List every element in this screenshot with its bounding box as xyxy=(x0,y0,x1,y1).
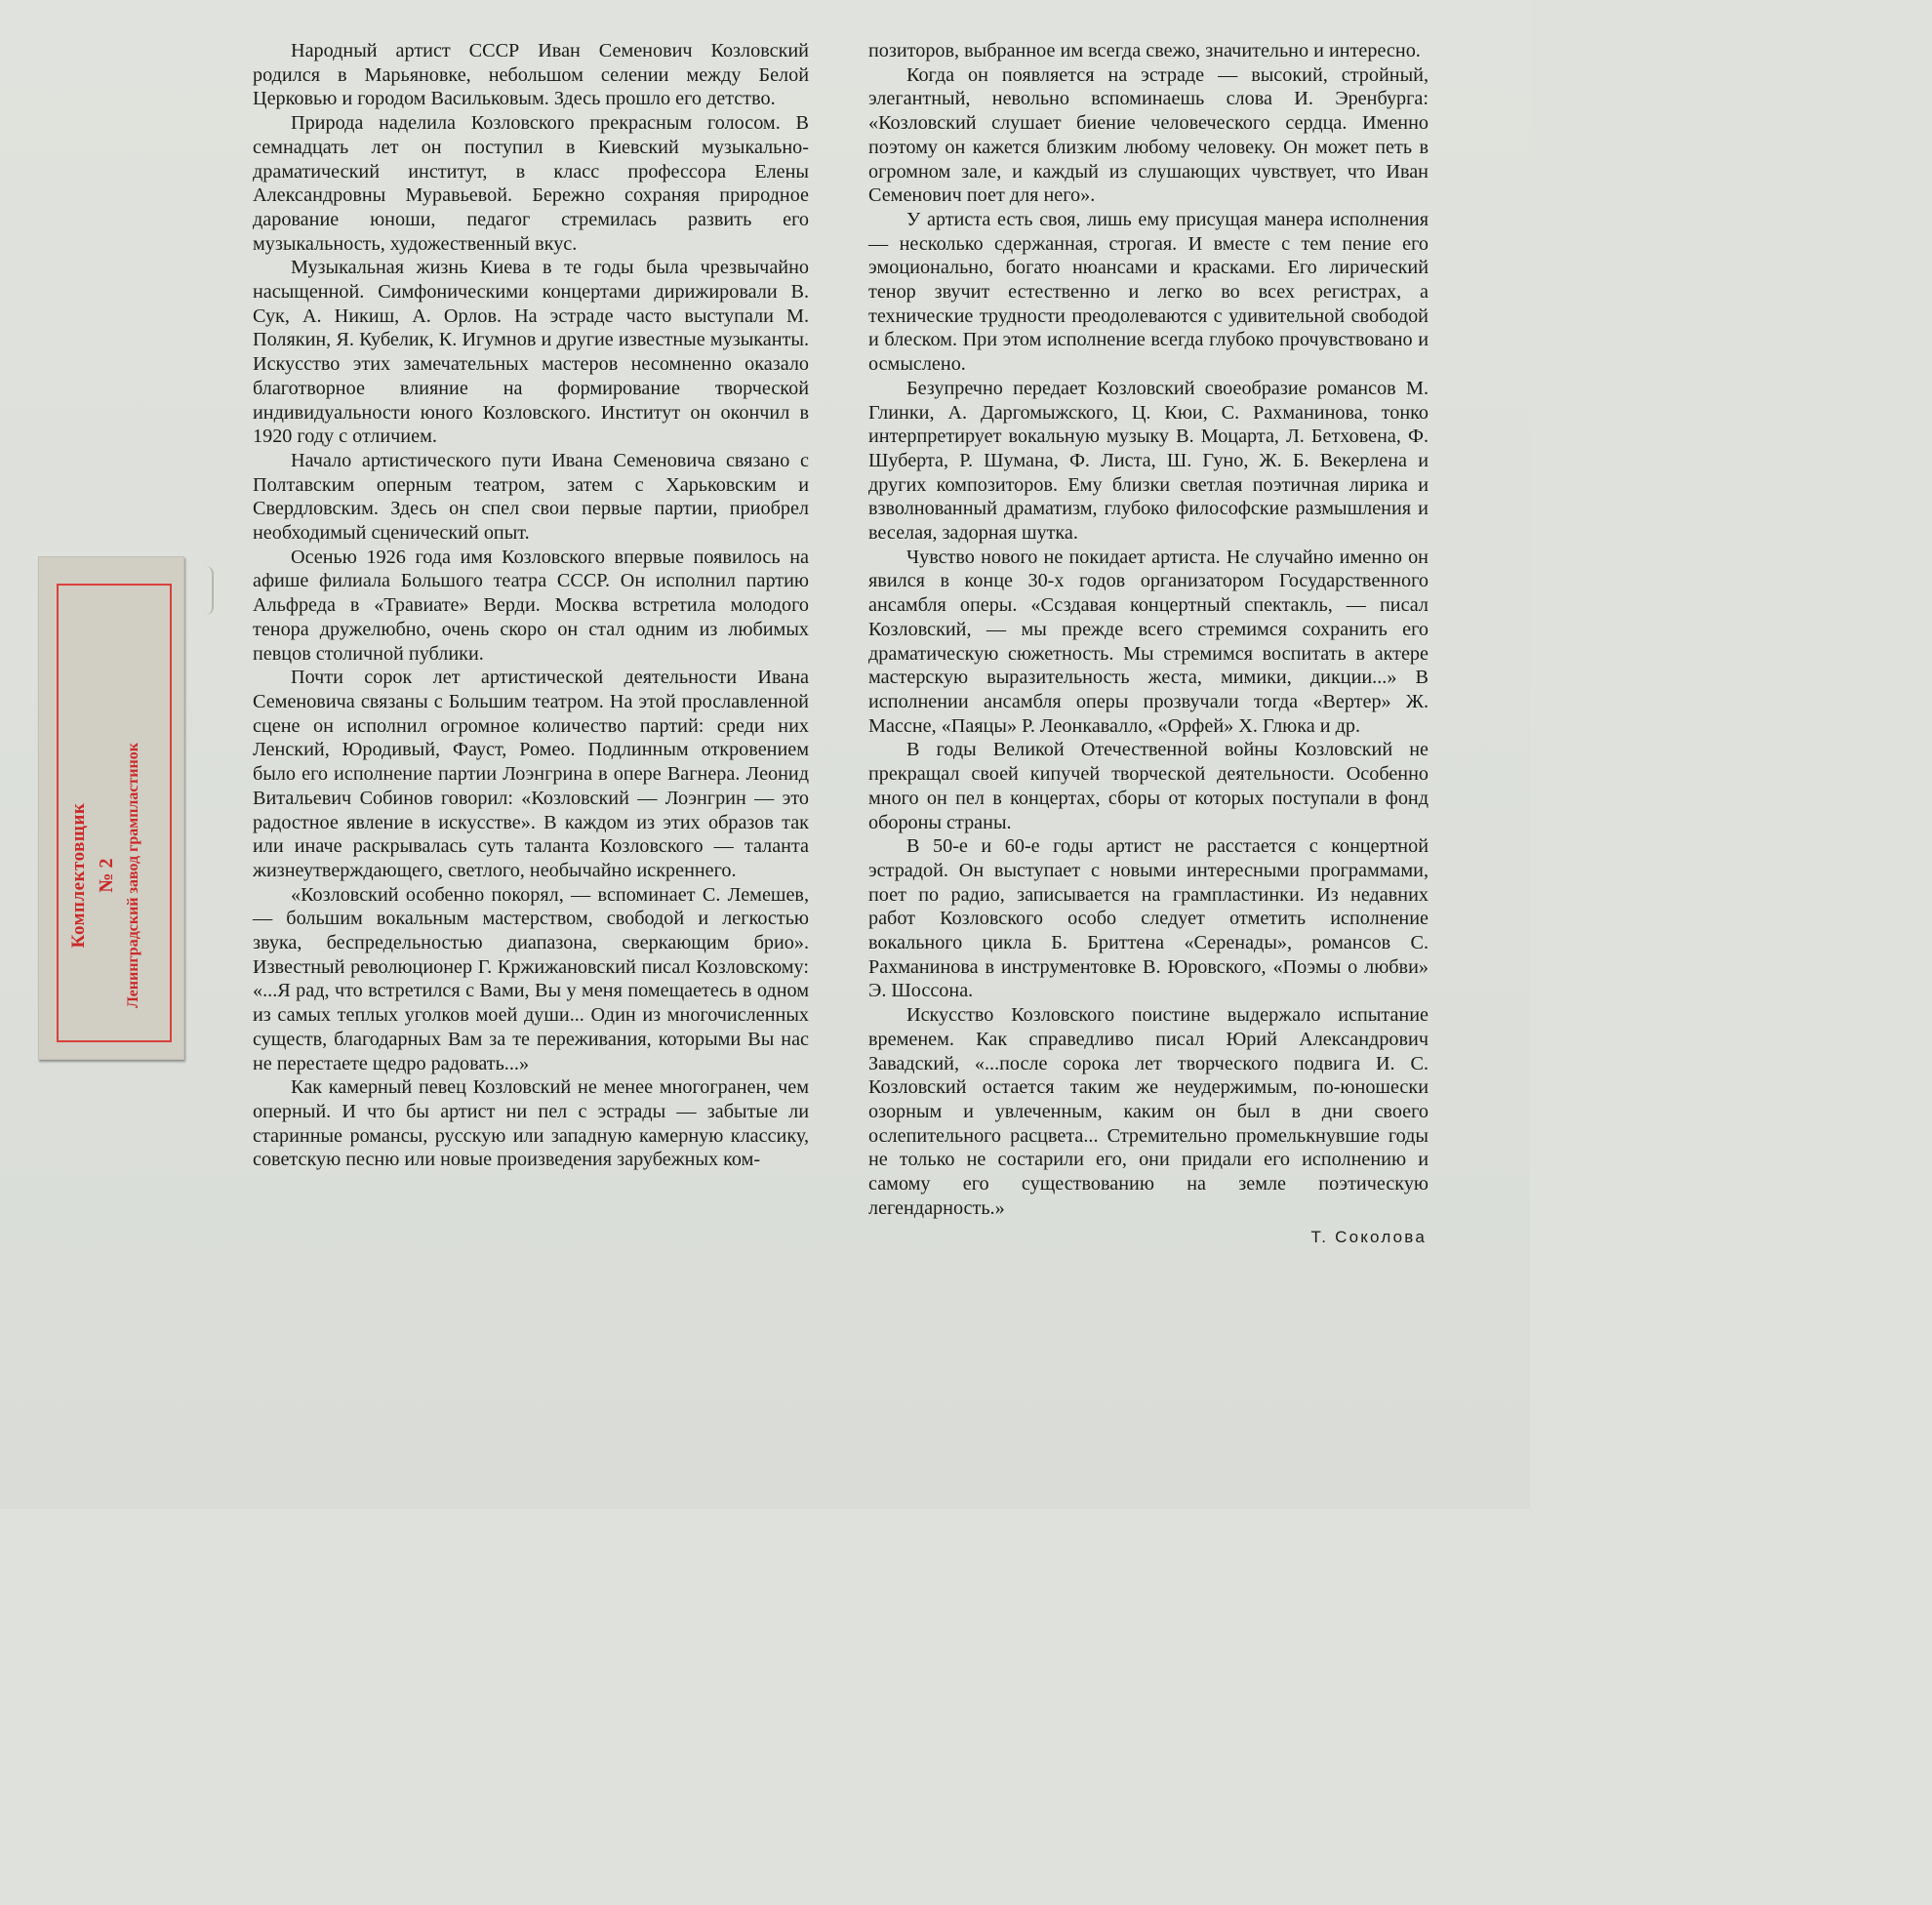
paragraph: Почти сорок лет артистической деятельности Ивана Семеновича связаны с Большим театром. На этой прославленной сцене он исполнил огромное количество партий: среди них Ленский, Юродивый, Фауст, Ромео. Подлинным откровением было его исполнение партии Лоэнгрина в опере Вагнера. Леонид Витальевич Собинов говорил: «Козловский — Лоэнгрин — это радостное явление в искусстве». В каждом из этих образов так или иначе раскрывалась суть таланта Козловского — таланта жизнеутверждающего, светлого, необычайно искреннего. xyxy=(253,667,809,881)
sticker-text xyxy=(61,648,169,1103)
paragraph: Как камерный певец Козловский не менее многогранен, чем оперный. И что бы артист ни пел с эстрады — забытые ли старинные романсы, русскую или западную камерную классику, советскую песню или новые произведения зарубежных ком- xyxy=(253,1076,809,1171)
article-column-right xyxy=(868,39,1429,1250)
sticker-notch xyxy=(202,566,214,615)
paragraph: Начало артистического пути Ивана Семеновича связано с Полтавским оперным театром, затем с Харьковским и Свердловским. Здесь он спел свои первые партии, приобрел необходимый сценический опыт. xyxy=(253,449,809,545)
paragraph: В годы Великой Отечественной войны Козловский не прекращал своей кипучей творческой деятельности. Особенно много он пел в концертах, сборы от которых поступали в фонд обороны страны. xyxy=(868,739,1429,833)
paragraph: В 50-е и 60-е годы артист не расстается с концертной эстрадой. Он выступает с новыми интересными программами, поет по радио, записывается на грампластинки. Из недавних работ Козловского особо следует отметить исполнение вокального цикла Б. Бриттена «Серенады», романсов С. Рахманинова в инструментовке В. Юровского, «Поэмы о любви» Э. Шоссона. xyxy=(868,835,1429,1002)
sticker-number: № 2 xyxy=(96,858,117,893)
paragraph: Народный артист СССР Иван Семенович Козловский родился в Марьяновке, небольшом селении между Белой Церковью и городом Васильковым. Здесь прошло его детство. xyxy=(253,40,809,110)
author-signature: Т. Соколова xyxy=(1310,1228,1427,1247)
sticker-factory: Ленинградский завод грампластинок xyxy=(125,742,141,1009)
paragraph: Музыкальная жизнь Киева в те годы была чрезвычайно насыщенной. Симфоническими концертами дирижировали В. Сук, А. Никиш, А. Орлов. На эстраде часто выступали М. Полякин, Я. Кубелик, К. Игумнов и другие известные музыканты. Искусство этих замечательных мастеров несомненно оказало благотворное влияние на формирование творческой индивидуальности юного Козловского. Институт он окончил в 1920 году с отличием. xyxy=(253,257,809,448)
paragraph: Природа наделила Козловского прекрасным голосом. В семнадцать лет он поступил в Киевский музыкально-драматический институт, в класс профессора Елены Александровны Муравьевой. Бережно сохраняя природное дарование юноши, педагог стремилась развить его музыкальность, художественный вкус. xyxy=(253,112,809,255)
inspector-sticker xyxy=(38,556,184,1060)
paragraph: У артиста есть своя, лишь ему присущая манера исполнения — несколько сдержанная, строгая. И вместе с тем пение его эмоционально, богато нюансами и красками. Его лирический тенор звучит естественно и легко во всех регистрах, а технические трудности преодолеваются с удивительной свободой и блеском. При этом исполнение всегда глубоко прочувствовано и осмыслено. xyxy=(868,208,1429,376)
paragraph: «Козловский особенно покорял, — вспоминает С. Лемешев, — большим вокальным мастерством, свободой и легкостью звука, беспредельностью диапазона, сверкающим брио». Известный революционер Г. Кржижановский писал Козловскому: «...Я рад, что встретился с Вами, Вы у меня помещаетесь в одном из самых теплых уголков моей души... Один из многочисленных существ, благодарных Вам за те переживания, которыми Вы нас не перестаете щедро радовать...» xyxy=(253,883,809,1074)
paragraph: Искусство Козловского поистине выдержало испытание временем. Как справедливо писал Юрий Александрович Завадский, «...после сорока лет творческого подвига И. С. Козловский остается таким же неудержимым, по-юношески озорным и увлеченным, каким он был в дни своего ослепительного расцвета... Стремительно промелькнувшие годы не только не состарили его, они придали его исполнению и самому его существованию на земле поэтическую легендарность.» xyxy=(868,1004,1429,1219)
paragraph: Безупречно передает Козловский своеобразие романсов М. Глинки, А. Даргомыжского, Ц. Кюи, С. Рахманинова, тонко интерпретирует вокальную музыку В. Моцарта, Л. Бетховена, Ф. Шуберта, Р. Шумана, Ф. Листа, Ш. Гуно, Ж. Б. Векерлена и других композиторов. Ему близки светлая поэтичная лирика и взволнованный драматизм, глубоко философские размышления и веселая, задорная шутка. xyxy=(868,377,1429,545)
paragraph-continuation: позиторов, выбранное им всегда свежо, значительно и интересно. xyxy=(868,40,1421,61)
paragraph: Чувство нового не покидает артиста. Не случайно именно он явился в конце 30-х годов организатором Государственного ансамбля оперы. «Ссздавая концертный спектакль, — писал Козловский, — мы прежде всего стремимся сохранить его драматическую сюжетность. Мы стремимся воспитать в актере мастерскую выразительность жеста, мимики, дикции...» В исполнении ансамбля оперы прозвучали тогда «Вертер» Ж. Массне, «Паяцы» Р. Леонкавалло, «Орфей» Х. Глюка и др. xyxy=(868,546,1429,737)
paragraph: Осенью 1926 года имя Козловского впервые появилось на афише филиала Большого театра СССР. Он исполнил партию Альфреда в «Травиате» Верди. Москва встретила молодого тенора дружелюбно, очень скоро он стал одним из любимых певцов столичной публики. xyxy=(253,546,809,665)
article-column-left xyxy=(253,39,809,1172)
sticker-title: Комплектовщик xyxy=(68,802,89,949)
paragraph: Когда он появляется на эстраде — высокий, стройный, элегантный, невольно вспоминаешь слова И. Эренбурга: «Козловский слушает биение человеческого сердца. Именно поэтому он кажется близким любому человеку. Он может петь в огромном зале, и каждый из слушающих чувствует, что Иван Семенович поет для него». xyxy=(868,63,1429,207)
